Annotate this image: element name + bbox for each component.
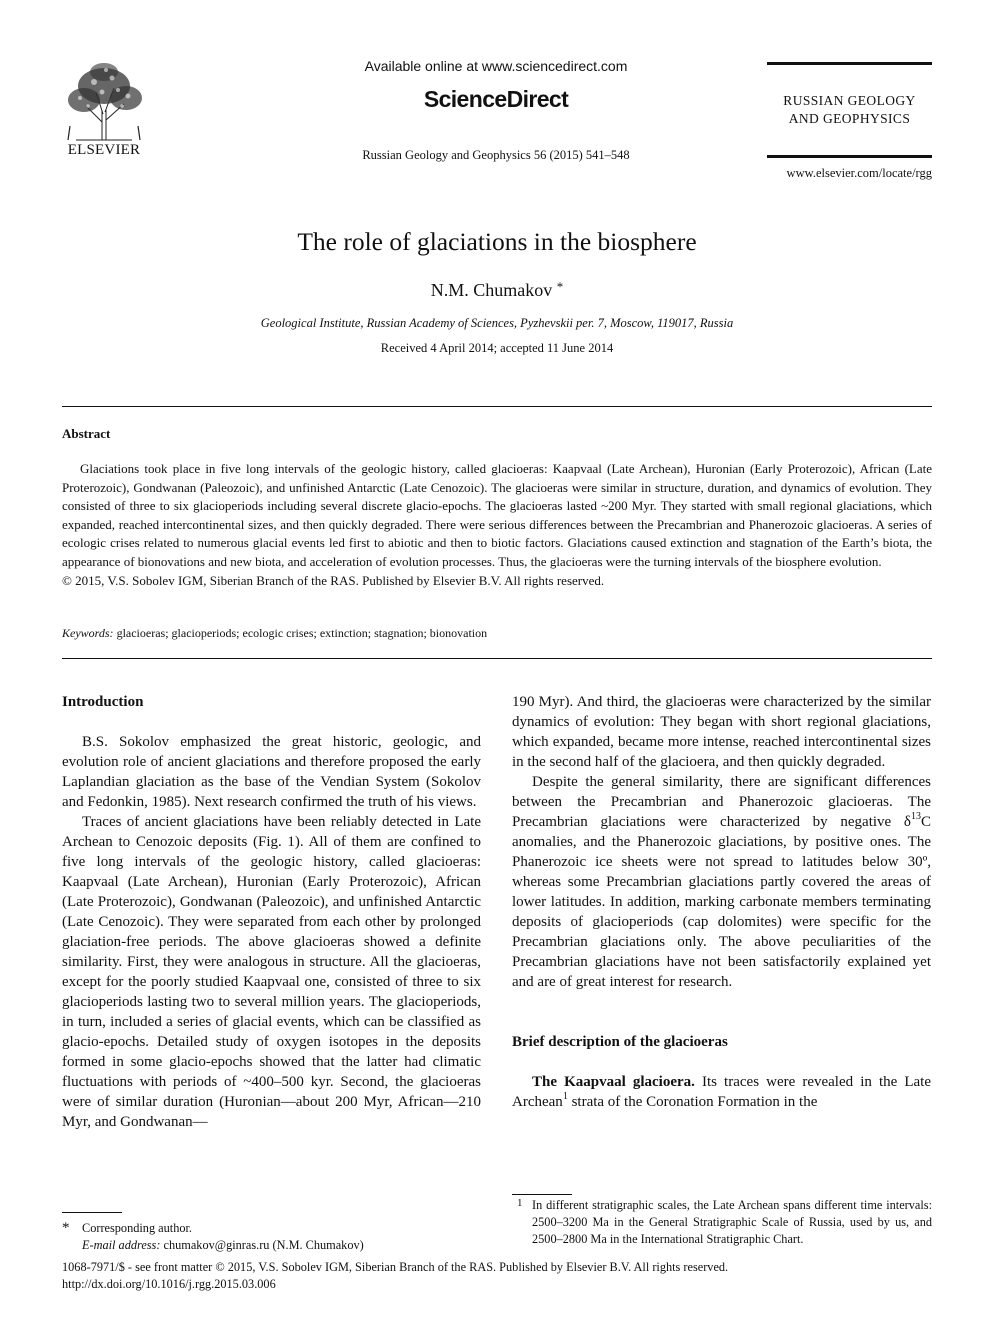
paper-title: The role of glaciations in the biosphere xyxy=(297,227,697,256)
introduction-paragraph-1: B.S. Sokolov emphasized the great historic, geologic, and evolution role of ancient glaciations and therefore proposed the early Laplandian glaciation as the base of the Vendian System (Sokolov and Fedonkin, 1985). Next research confirmed the truth of his views. xyxy=(62,734,481,810)
kaapvaal-text-start: Its traces were revealed in the Late Archean xyxy=(512,1074,931,1110)
introduction-heading: Introduction xyxy=(62,694,144,710)
kaapvaal-text-end: strata of the Coronation Formation in the xyxy=(567,1094,818,1110)
footnote-1 xyxy=(512,1197,932,1248)
corresponding-author-note xyxy=(62,1220,481,1254)
doi-link[interactable]: http://dx.doi.org/10.1016/j.rgg.2015.03.006 xyxy=(62,1277,276,1291)
journal-title xyxy=(767,92,932,128)
journal-title-line-2: AND GEOPHYSICS xyxy=(788,111,911,126)
author-footnote-mark[interactable]: * xyxy=(556,279,564,294)
right-paragraph-2-start: Despite the general similarity, there are significant differences between the Precambrian and Phanerozoic glacioeras. The Precambrian glaciations were characterized by negative δ xyxy=(512,774,931,830)
kaapvaal-paragraph xyxy=(512,1072,931,1112)
issn-copyright-line: 1068-7971/$ - see front matter © 2015, V.S. Sobolev IGM, Siberian Branch of the RAS. Published by Elsevier B.V. All rights reserved. xyxy=(62,1260,729,1274)
author-name[interactable]: N.M. Chumakov xyxy=(430,280,553,300)
corresponding-author-mark: * xyxy=(62,1220,70,1236)
corresponding-author-text: Corresponding author. xyxy=(82,1221,192,1235)
right-paragraph-2-end: C anomalies, and the Phanerozoic glaciations, by positive ones. The Phanerozoic ice sheets were not spread to latitudes below 30º, whereas some Precambrian glaciations partly covered the areas of lower latitudes. In addition, marking carbonate members terminating deposits of glacioperiods (cap dolomites) were specific for the Precambrian glaciations only. The above peculiarities of the Precambrian glaciations have not been satisfactorily explained yet and are of great interest for research. xyxy=(512,814,931,990)
journal-title-line-1: RUSSIAN GEOLOGY xyxy=(783,93,916,108)
abstract-heading: Abstract xyxy=(62,426,111,441)
footnote-1-number: 1 xyxy=(517,1197,523,1209)
keywords-list: glacioeras; glacioperiods; ecologic crises; extinction; stagnation; bionovation xyxy=(116,626,488,640)
journal-rule-top xyxy=(767,62,932,65)
journal-rule-bottom xyxy=(767,155,932,158)
introduction-paragraph-2: Traces of ancient glaciations have been reliably detected in Late Archean to Cenozoic deposits (Fig. 1). All of them are confined to five long intervals of the geologic history, called glacioeras: Kaapvaal (Late Archean), Huronian (Early Proterozoic), African (Late Proterozoic), Gondwanan (Paleozoic), and unfinished Antarctic (Late Cenozoic). They were separated from each other by prolonged glaciation-free periods. The above glacioeras showed a definite similarity. First, they were analogous in structure. All the glacioeras, except for the poorly studied Kaapvaal one, consisted of three to six glacioperiods lasting two to several million years. The glacioperiods, in turn, included a series of glacial events, which can be classified as glacio-epochs. Detailed study of oxygen isotopes in the deposits formed in some glacio-epochs showed that the latter had climatic fluctuations with periods of ~400–500 kyr. Second, the glacioeras were of similar duration (Huronian—about 200 Myr, African—210 Myr, and Gondwanan— xyxy=(62,814,481,1130)
footnote-1-reference[interactable]: 1 xyxy=(562,1091,568,1102)
platform-name: ScienceDirect xyxy=(423,86,569,112)
available-online-text: Available online at www.sciencedirect.com xyxy=(364,58,628,74)
journal-url-link[interactable]: www.elsevier.com/locate/rgg xyxy=(786,166,932,180)
footnote-rule-left xyxy=(62,1212,122,1213)
abstract-text: Glaciations took place in five long intervals of the geologic history, called glacioeras: Kaapvaal (Late Archean), Huronian (Early Proterozoic), African (Late Proterozoic), Gondwanan (Paleozoic), and unfinished Antarctic (Late Cenozoic). The glacioeras were similar in structure, duration, and dynamics of evolution. They consisted of three to six glacioperiods including several discrete glacio-epochs. The glacioeras lasted ~200 Myr. They started with small regional glaciations, which expanded, reached intercontinental sizes, and then quickly degraded. There were serious differences between the Precambrian and Phanerozoic glacioeras. A series of ecologic crises related to numerous glacial events led first to abiotic and then to biotic factors. Glaciations caused extinction and stagnation of the Earth’s biota, the appearance of bionovations and new biota, and acceleration of evolution processes. Thus, the glacioeras were the turning intervals of the biosphere evolution. xyxy=(62,461,932,569)
publisher-name: ELSEVIER xyxy=(67,142,141,158)
body-column-right xyxy=(512,692,931,1112)
abstract-top-rule xyxy=(62,406,932,407)
glacioeras-section-heading: Brief description of the glacioeras xyxy=(512,1034,728,1050)
footnote-1-text: In different stratigraphic scales, the Late Archean spans different time intervals: 2500–3200 Ma in the General Stratigraphic Scale of Russia, used by us, and 2500–2800 Ma in the International Stratigraphic Chart. xyxy=(532,1198,932,1246)
abstract-copyright: © 2015, V.S. Sobolev IGM, Siberian Branch of the RAS. Published by Elsevier B.V. All rights reserved. xyxy=(62,572,605,588)
abstract-bottom-rule xyxy=(62,658,932,659)
right-paragraph-1: 190 Myr). And third, the glacioeras were characterized by the similar dynamics of evolution: They began with short regional glaciations, which expanded, became more intense, reached intercontinental sizes in the second half of the glacioera, and then quickly degraded. xyxy=(512,694,931,770)
journal-citation: Russian Geology and Geophysics 56 (2015) 541–548 xyxy=(362,148,630,162)
isotope-superscript: 13 xyxy=(910,811,921,822)
article-dates: Received 4 April 2014; accepted 11 June 2014 xyxy=(380,341,614,355)
email-label: E-mail address: xyxy=(82,1238,161,1252)
abstract-body xyxy=(62,460,932,590)
right-paragraph-2 xyxy=(512,772,931,992)
body-column-left xyxy=(62,692,481,1132)
keywords-label: Keywords: xyxy=(62,626,114,640)
keywords-line xyxy=(62,626,932,641)
author-line xyxy=(62,279,932,301)
author-affiliation: Geological Institute, Russian Academy of Sciences, Pyzhevskii per. 7, Moscow, 119017, Russia xyxy=(260,316,734,330)
email-address-link[interactable]: chumakov@ginras.ru (N.M. Chumakov) xyxy=(160,1238,364,1252)
kaapvaal-heading: The Kaapvaal glacioera. xyxy=(532,1074,695,1090)
